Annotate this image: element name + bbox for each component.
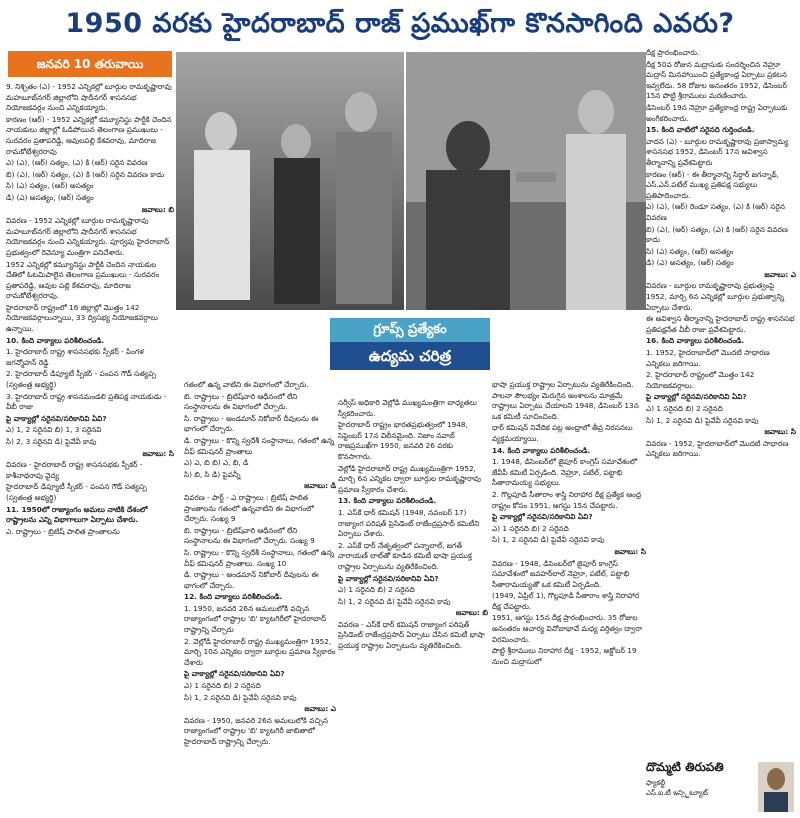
col3-para: హైదరాబాద్ రాష్ట్రం భారతప్రభుత్వంలో 1948, సెప్టెంబర్ 17న విలీనమైంది. నిజాం నవాబ్ రాజప్రముఖ్‌గా 1950, జనవరి 26 వరకు కొనసాగారు. (338, 420, 468, 461)
section-banner (330, 318, 490, 374)
col2-para: వివరణ - 1950, జనవరి 26న అమలులోకి వచ్చిన రాజ్యాంగంలో రాష్ట్రాల 'బి' క్యాటగిరీ జాబితాలో హైదరాబాద్ రాష్ట్రాన్ని చేర్చారు. (184, 715, 328, 746)
col5-para: సి) 1, 2 సరైనవి డి) పైవేవీ సరైనవి కావు (646, 415, 759, 425)
col1-para: 9. నిశ్చితం (ఎ) - 1952 ఎన్నికల్లో బూర్గుల రామకృష్ణారావు మహబూబ్‌నగర్ జిల్లాలోని షాదీనగర్ శాసనసభ నియోజకవర్గం నుంచి ఎన్నికయ్యారు. (6, 82, 172, 113)
col2-para: సి. రాష్ట్రాలు - కొన్ని స్వదేశీ సంస్థానాలు, గతంలో ఉన్న చీఫ్ కమిషనర్ ప్రాంతాలు. సంఖ్య 10 (184, 547, 334, 568)
answer-label: జవాబు: సి (142, 448, 174, 458)
col2-para: సి. రాష్ట్రాలు - అండమాన్ నికోబార్ దీవులను ఈ భాగంలో చేర్చారు. (184, 413, 319, 434)
col5-para: దీక్ష ప్రారంభించారు. (646, 48, 700, 57)
banner-title: గ్రూప్స్ ప్రత్యేకం (330, 318, 490, 342)
question-prompt: పై వాక్యాల్లో సరైనవి/సరికానివి ఏవి? (646, 392, 747, 402)
author-role: ఫ్యాకల్టీ (646, 779, 666, 787)
answer-label: జవాబు: ఎ (764, 269, 796, 279)
col4-para: ధార్ కమిషన్ నివేదిక పట్ల అంధ్రాలో తీవ్ర నిరసనలు వ్యక్తమయ్యాయి. (492, 423, 633, 443)
question-prompt: పై వాక్యాల్లో సరైనవి/సరికానివి ఏవి? (492, 512, 593, 522)
col2-para: ఎ) ఎ, బి బి) ఎ, బి, డి (184, 458, 249, 468)
question-heading: 12. కింది వాక్యాలు పరిశీలించండి. (184, 592, 283, 602)
author-institute: ఎస్.ఐ.టీ ఇన్స్టిట్యూట్ (646, 789, 708, 797)
col4-para: 1. 1948, డిసెంబర్‌లో జైపూర్ కాంగ్రెస్ సమావేశంలో జేవీపీ కమిటీ ఏర్పడింది. నెహ్రూ, పటేల్, పట్టాభి సీతారామయ్య సభ్యులు. (492, 457, 638, 488)
article-column-3 (338, 398, 488, 816)
avatar-illustration (758, 762, 794, 812)
col1-para: సి) (ఎ) సత్యం, (ఆర్) అసత్యం (6, 181, 94, 191)
col1-para: ఎ) 1, 2 సరైనవి బి) 1, 3 సరైనవి (6, 425, 102, 435)
col2-para: డి. రాష్ట్రాలు - అండమాన్ నికోబార్ దీవులను ఈ భాగంలో చేర్చారు. (184, 570, 319, 590)
col5-para: డి) (ఎ) అసత్యం, (ఆర్) సత్యం (646, 258, 734, 268)
col4-para: భాషా ప్రయుక్త రాష్ట్రాల ఏర్పాటును వ్యతిరేకించింది. పాలనా సౌలభ్యం మెరుగైన అంశాలను మాత్రమే రాష్ట్రాలు ఏర్పాటు చేయాలని 1948, డిసెంబర్ 13న ఒక కమిటీ సూచించింది. (492, 380, 639, 421)
col1-para: ఎ. రాష్ట్రాలు - బ్రిటిష్ పాలిత ప్రాంతాలను (6, 526, 120, 536)
question-heading: 16. కింది వాక్యాలు పరిశీలించండి. (646, 336, 745, 346)
col5-para: ఎ) 1 సరైనది బి) 2 సరైనది (646, 404, 723, 413)
section-tag: జనవరి 10 తరువాయి (8, 51, 172, 77)
col5-para: వివరణ - బూర్గుల రామకృష్ణారావు ప్రభుత్వంపై 1952, మార్చి 6న ఎన్నికల్లో బూర్గుల ప్రభుత్వాన్ని ఏర్పాటు చేశారు. (646, 281, 785, 312)
historical-photo-officers (406, 52, 646, 310)
answer-label: జవాబు: ఎ (304, 704, 336, 714)
question-prompt: పై వాక్యాల్లో సరైనవి/సరికానివి ఏవి? (6, 413, 107, 423)
col2-para: బి. రాష్ట్రాలు - బ్రిటిష్‌వారి ఆధీనంలో లేని సంస్థానాలను ఈ విభాగంలో చేర్చారు. (184, 391, 298, 412)
col3-para: ఎ) 1 సరైనది బి) 2 సరైనది (338, 585, 415, 595)
headline: 1950 వరకు హైదరాబాద్ రాజ్ ప్రముఖ్‌గా కొనసాగింది ఎవరు? (65, 8, 735, 39)
col3-para: 2. ఎస్‌కే ధార్ నేతృత్వంలో పన్నాలాల్, జగత్ నారాయణ్ లాల్‌తో కూడిన కమిటీ భాషా ప్రయుక్త రాష్ట్రాల ఏర్పాటును వ్యతిరేకించింది. (338, 540, 472, 571)
col5-para: బి) (ఎ), (ఆర్) సత్యం, (ఎ) కి (ఆర్) సరైన వివరణ కాదు (646, 224, 788, 245)
col5-para: 2. హైదరాబాద్ రాష్ట్రంలో మొత్తం 142 నియోజకవర్గాలు. (646, 370, 755, 390)
col2-para: వివరణ - పార్ట్ - ఎ రాష్ట్రాలు : బ్రిటిష్ పాలిత ప్రాంతాలను గతంలో ఉన్నవాటిని ఈ విభాగంలో చేర్చారు. సంఖ్య 9 (184, 492, 314, 524)
col1-para: సి) 2, 3 సరైనవి డి) పైవేవీ కావు (6, 437, 97, 446)
col4-para: వివరణ - 1948, డిసెంబర్‌లో జైపూర్ కాంగ్రెస్ సమావేశంలో జవహర్‌లాల్ నెహ్రూ, పటేల్, పట్టాభి సీతారామయ్యతో ఒక కమిటీ ఏర్పడింది. (492, 558, 630, 589)
col1-para: హైదరాబాద్ రాష్ట్రంలో 16 జిల్లాల్లో మొత్తం 142 నియోజకవర్గాలున్నాయి, 33 ద్విసభ్య నియోజకవర్గాలు ఉన్నాయి. (6, 302, 158, 334)
col1-para: డి) (ఎ) అసత్యం, (ఆర్) సత్యం (6, 192, 94, 202)
col5-para: ఎ) (ఎ), (ఆర్) రెండూ సత్యం, (ఎ) కి (ఆర్) సరైన వివరణ (646, 202, 786, 222)
author-box (646, 760, 800, 818)
question-prompt: పై వాక్యాల్లో సరైనవి/సరికానివి ఏవి? (184, 669, 285, 679)
col2-para: సి) బి, సి డి) పైవన్నీ (184, 469, 241, 479)
col3-para: వివరణ - ఎస్‌కే ధార్ కమిషన్ రాజ్యాంగ పరిషత్ ప్రెసిడెంట్ రాజేంద్రప్రసాద్ ఏర్పాటు చేసిన కమిటీ భాషా ప్రయుక్త రాష్ట్రాల ఏర్పాటును వ్యతిరేకించింది. (338, 619, 485, 651)
col1-para: 1952 ఎన్నికల్లో కమ్యూనిస్టు పార్టీకి చెందిన నాయకుల చేతిలో ఓటమిపాలైన తెలంగాణ ప్రముఖులు - సురవరం ప్రతాపరెడ్డి, ఆవుల పల్లి కేశవరావు, మాదిరాజ రామకోటేశ్వరరావు. (6, 259, 160, 301)
question-prompt: పై వాక్యాల్లో సరైనవి/సరికానివి ఏవి? (338, 573, 439, 583)
col1-para: బి) (ఎ), (ఆర్) సత్యం, (ఎ) కి (ఆర్) సరైన వివరణ కాదు (6, 169, 165, 179)
question-heading: 13. కింది వాక్యాలు పరిశీలించండి. (338, 496, 437, 506)
col3-para: 1. ఎస్‌కే ధార్ కమిషన్ (1948, నవంబర్ 17) రాజ్యాంగ పరిషత్ ప్రెసిడెంట్ రాజేంద్రప్రసాద్ కమిటీని ఏర్పాటు చేశారు. (338, 507, 480, 539)
col4-para: 2. గొల్లపూడి సీతారాం శాస్త్రి నిరాహార దీక్ష ప్రత్యేక ఆంధ్ర రాష్ట్రం కోసం 1951, ఆగస్టు 15న చేపట్టారు. (492, 489, 641, 510)
article-column-4 (492, 380, 646, 816)
answer-label: జవాబు: బి (141, 204, 174, 214)
col1-para: వివరణ - 1952 ఎన్నికల్లో బూర్గుల రామకృష్ణారావు మహబూబ్‌నగర్ జిల్లాలోని షాదీనగర్ శాసనసభ నియోజకవర్గం నుంచి ఎన్నికయ్యారు. పూర్వపు హైదరాబాద్ ప్రభుత్వంలో రెవెన్యూ మంత్రిగా పనిచేశారు. (6, 216, 170, 257)
col4-para: (1949, ఏప్రిల్ 1), గొల్లపూడి సీతారాం శాస్త్రి నిరాహార దీక్ష చేపట్టారు. (492, 591, 640, 611)
col5-para: డిసెంబర్ 19న నెహ్రూ ప్రత్యేకాంధ్ర రాష్ట్ర ఏర్పాటుకు అంగీకరించారు. (646, 102, 788, 123)
answer-label: జవాబు: డి (304, 481, 336, 491)
col5-para: 1. 1952, హైదరాబాద్‌లో మొదటి సాధారణ ఎన్నికలు జరిగాయి. (646, 348, 770, 368)
col2-para: బి. రాష్ట్రాలు - బ్రిటిష్‌వారి ఆధీనంలో లేని సంస్థానాలను ఈ విభాగంలో చేర్చారు. సంఖ్య 9 (184, 525, 315, 546)
col3-para: సి) 1, 2 సరైనవి డి) పైవేవీ సరైనవి కావు (338, 596, 451, 606)
col5-para: వివరణ - 1952, హైదరాబాద్‌లో మొదటి సాధారణ ఎన్నికలు జరిగాయి. (646, 438, 789, 459)
article-column-1 (6, 82, 174, 816)
col3-para: సర్వీస్ అధికారి వెల్లోడి ముఖ్యమంత్రిగా బాధ్యతలు స్వీకరించారు. (338, 398, 477, 418)
col4-para: పొట్టి శ్రీరాములు నిరాహార దీక్ష - 1952, అక్టోబర్ 19 నుంచి మద్రాసులో (492, 646, 637, 666)
col1-para: కారణం (ఆర్) - 1952 ఎన్నికల్లో కమ్యూనిస్టు పార్టీకి చెందిన నాయకులు జిల్లాల్లో ఓడిపోయిన తెలంగాణ ప్రముఖులు - సురవరం ప్రతాపరెడ్డి, ఆవులపల్లి కేశవరావు, మాదిరాజ రామకోటేశ్వరరావు (6, 114, 172, 156)
avatar (758, 762, 794, 812)
col5-para: సి) (ఎ) సత్యం, (ఆర్) అసత్యం (646, 246, 734, 256)
col1-para: హైదరాబాద్ డిప్యూటీ స్పీకర్ - పంపన గౌడ్ సత్యప్ప (స్వతంత్ర అభ్యర్థి) (6, 482, 147, 502)
col1-para: 1. హైదరాబాద్ రాష్ట్ర శాసనసభకు స్పీకర్ - పింగళ జగన్మోహన్ రెడ్డి (6, 347, 144, 367)
col3-para: వెల్లోడి హైదరాబాద్ రాష్ట్ర ముఖ్యమంత్రిగా 1952, మార్చి 6న ఎన్నికల ద్వారా బూర్గుల రామకృష్ణారావు ప్రమాణ స్వీకారం చేశారు. (338, 463, 481, 494)
article-column-5 (646, 48, 796, 758)
photo-illustration-2 (406, 52, 646, 310)
question-heading: 14. కింది వాక్యాలు పరిశీలించండి. (492, 445, 591, 455)
col2-para: 2. వెల్లోడి హైదరాబాద్ రాష్ట్ర ముఖ్యమంత్రిగా 1952, మార్చి 10న ఎన్నికల ద్వారా బూర్గుల ప్రమాణ స్వీకారం చేశారు (184, 636, 336, 667)
col1-para: ఎ) (ఎ), (ఆర్) సత్యం, (ఎ) కి (ఆర్) సరైన వివరణ (6, 158, 148, 168)
col1-para: 3. హైదరాబాద్ రాష్ట్ర శాసనమండలి ప్రతిపక్ష నాయకుడు - వీబీ రాజు (6, 391, 167, 412)
historical-photo-group (176, 52, 404, 310)
col1-para: వివరణ - హైదరాబాద్ రాష్ట్ర శాసనసభకు స్పీకర్ - కాశీనాథరావు వైద్య (6, 460, 143, 480)
author-name: దొమ్మటి తిరుపతి (646, 760, 724, 774)
col2-para: డి. రాష్ట్రాలు - కొన్ని స్వదేశీ సంస్థానాలు, గతంలో ఉన్న చీఫ్ కమిషనర్ ప్రాంతాలు (184, 435, 335, 456)
question-heading: 10. కింది వాక్యాలు పరిశీలించండి. (6, 335, 105, 345)
col4-para: 1951, ఆగస్టు 15న దీక్ష ప్రారంభించారు. 35 రోజుల అనంతరం ఆచార్య వినోబాభావే మధ్య వర్తిత్వం ద్వారా విరమించారు. (492, 613, 643, 644)
answer-label: జవాబు: బి (455, 608, 488, 618)
col2-para: ఎ) 1 సరైనది బి) 2 సరైనది (184, 681, 261, 691)
col2-para: సి) 1, 2 సరైనవి డి) పైవేవీ సరైనవి కావు (184, 692, 297, 702)
col5-para: వాదన (ఎ) - బూర్గుల రామకృష్ణారావు ప్రజాస్వామ్య శాసనసభ 1952, డిసెంబర్ 17న అవిశ్వాస తీర్మానాన్ని ప్రవేశపెట్టారు (646, 136, 789, 167)
answer-label: జవాబు: సి (614, 546, 646, 556)
col5-para: దీక్ష 50వ రోజున మద్రాసుకు సందర్శించిన నెహ్రూ మద్రాస్ మినహాయించి ప్రత్యేకాంధ్ర ఏర్పాటు ప్రకటన ఇవ్వలేదు. 58 రోజుల అనంతరం 1952, డిసెంబర్ 15న పొట్టి శ్రీరాములు మరణించారు. (646, 59, 787, 101)
col2-para: గతంలో ఉన్న వాటిని ఈ విభాగంలో చేర్చారు. (184, 380, 309, 389)
photo-illustration-1 (176, 52, 404, 310)
answer-label: జవాబు: సి (764, 427, 796, 437)
col4-para: ఎ) 1 సరైనది బి) 2 సరైనది (492, 523, 569, 533)
col5-para: కారణం (ఆర్) - ఈ తీర్మానాన్ని సిర్దార్ జగన్నాథ్, ఎస్.ఎన్.పటేల్ ముఖ్య ప్రతిపక్ష సభ్యులు ప్రతిపాదించారు. (646, 169, 779, 200)
col2-para: 1. 1950, జనవరి 26న అమలులోకి వచ్చిన రాజ్యాంగంలో రాష్ట్రాల 'బి' క్యాటగిరీలో హైదరాబాద్ రాష్ట్రాన్ని చేర్చారు (184, 603, 327, 635)
col1-para: 2. హైదరాబాద్ డిప్యూటీ స్పీకర్ - పంపన గౌడ్ సత్యప్ప (స్వతంత్ర అభ్యర్థి) (6, 369, 157, 390)
question-heading: 11. 1950లో రాజ్యాంగం అమలు నాటికి దేశంలో రాష్ట్రాలను ఎన్ని విభాగాలుగా ఏర్పాటు చేశారు. (6, 504, 148, 525)
col4-para: సి) 1, 2 సరైనవి డి) పైవేవీ సరైనవి కావు (492, 535, 605, 545)
article-column-2 (184, 380, 336, 816)
question-heading: 15. కింది వాటిలో సరైనది గుర్తించండి. (646, 125, 755, 135)
banner-subtitle: ఉద్యమ చరిత్ర (330, 342, 490, 370)
col5-para: ఈ అవిశ్వాస తీర్మానాన్ని హైదరాబాద్ రాష్ట్ర శాసనసభ ప్రతిపక్షనేత వీబీ రాజు ప్రవేశపెట్టారు. (646, 314, 795, 334)
